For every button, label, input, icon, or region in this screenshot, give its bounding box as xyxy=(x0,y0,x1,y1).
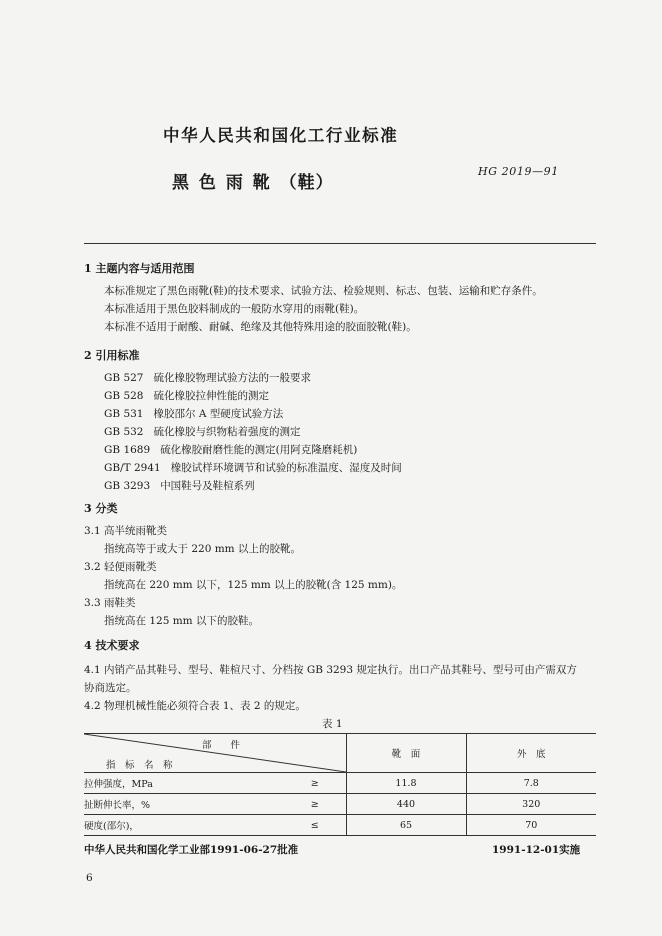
standard-code: HG 2019—91 xyxy=(478,165,559,178)
reference-title: 硫化橡胶拉伸性能的测定 xyxy=(153,390,269,402)
reference-title: 橡胶试样环境调节和试验的标准温度、湿度及时间 xyxy=(170,462,402,474)
header-upper: 靴 面 xyxy=(346,734,466,773)
section-1-para-3: 本标准不适用于耐酸、耐碱、绝缘及其他特殊用途的胶面胶靴(鞋)。 xyxy=(104,321,417,333)
standard-org-title: 中华人民共和国化工行业标准 xyxy=(163,126,399,145)
approval-note: 中华人民共和国化学工业部1991-06-27批准 xyxy=(84,844,299,856)
row-upper-value: 440 xyxy=(346,794,466,815)
section-1-para-2: 本标准适用于黑色胶料制成的一般防水穿用的雨靴(鞋)。 xyxy=(104,303,365,315)
section-4-heading: 4 技术要求 xyxy=(84,639,140,652)
header-sole: 外 底 xyxy=(466,734,596,773)
reference-title: 硫化橡胶耐磨性能的测定(用阿克隆磨耗机) xyxy=(160,444,358,456)
reference-item xyxy=(104,388,269,403)
reference-code: GB 3293 xyxy=(104,480,151,492)
reference-code: GB 532 xyxy=(104,426,144,438)
reference-item xyxy=(104,370,311,385)
section-3-heading: 3 分类 xyxy=(84,502,118,515)
section-3-2-text: 指统高在 220 mm 以下，125 mm 以上的胶靴(含 125 mm)。 xyxy=(104,579,403,591)
reference-code: GB 528 xyxy=(104,390,144,402)
row-name: 拉伸强度，MPa xyxy=(84,773,284,794)
row-operator: ≤ xyxy=(284,815,346,836)
section-1-heading: 1 主题内容与适用范围 xyxy=(84,262,195,275)
section-3-3-heading: 3.3 雨鞋类 xyxy=(84,597,136,609)
row-sole-value: 70 xyxy=(466,815,596,836)
section-3-1-text: 指统高等于或大于 220 mm 以上的胶靴。 xyxy=(104,543,301,555)
section-2-heading: 2 引用标准 xyxy=(84,349,140,362)
reference-item xyxy=(104,424,301,439)
reference-title: 硫化橡胶与织物粘着强度的测定 xyxy=(153,426,301,438)
reference-code: GB 1689 xyxy=(104,444,151,456)
reference-item xyxy=(104,460,402,475)
row-name: 硬度(邵尔)， xyxy=(84,815,284,836)
table-header-row xyxy=(84,734,596,773)
row-name: 扯断伸长率，% xyxy=(84,794,284,815)
reference-item xyxy=(104,406,283,421)
footer-rule xyxy=(84,835,596,836)
effective-date: 1991-12-01实施 xyxy=(492,844,581,856)
reference-code: GB/T 2941 xyxy=(104,462,161,474)
table-row xyxy=(84,794,596,815)
row-operator: ≥ xyxy=(284,773,346,794)
table-row xyxy=(84,773,596,794)
reference-title: 硫化橡胶物理试验方法的一般要求 xyxy=(153,372,311,384)
reference-title: 橡胶邵尔 A 型硬度试验方法 xyxy=(153,408,284,420)
reference-title: 中国鞋号及鞋楦系列 xyxy=(160,480,255,492)
reference-code: GB 527 xyxy=(104,372,144,384)
section-3-1-heading: 3.1 高半统雨靴类 xyxy=(84,525,168,537)
properties-table xyxy=(84,733,596,836)
page-number: 6 xyxy=(86,872,93,884)
section-4-2-text: 4.2 物理机械性能必须符合表 1、表 2 的规定。 xyxy=(84,700,306,712)
row-upper-value: 11.8 xyxy=(346,773,466,794)
table-caption: 表 1 xyxy=(322,718,343,730)
row-sole-value: 320 xyxy=(466,794,596,815)
reference-item xyxy=(104,478,255,493)
table-diagonal-header xyxy=(84,734,346,773)
reference-item xyxy=(104,442,357,457)
section-3-3-text: 指统高在 125 mm 以下的胶鞋。 xyxy=(104,615,259,627)
row-operator: ≥ xyxy=(284,794,346,815)
row-sole-value: 7.8 xyxy=(466,773,596,794)
section-4-1-line-2: 协商选定。 xyxy=(84,682,137,694)
document-title: 黑 色 雨 靴 （鞋） xyxy=(172,173,334,193)
reference-code: GB 531 xyxy=(104,408,144,420)
header-part-label: 部 件 xyxy=(202,740,241,751)
section-3-2-heading: 3.2 轻便雨靴类 xyxy=(84,561,157,573)
header-rule xyxy=(84,243,596,244)
section-1-para-1: 本标准规定了黑色雨靴(鞋)的技术要求、试验方法、检验规则、标志、包装、运输和贮存条件。 xyxy=(104,285,543,297)
section-4-1-line-1: 4.1 内销产品其鞋号、型号、鞋楦尺寸、分档按 GB 3293 规定执行。出口产品其鞋号、型号可由产需双方 xyxy=(84,664,577,676)
table-row xyxy=(84,815,596,836)
header-index-label: 指 标 名 称 xyxy=(106,760,173,771)
row-upper-value: 65 xyxy=(346,815,466,836)
